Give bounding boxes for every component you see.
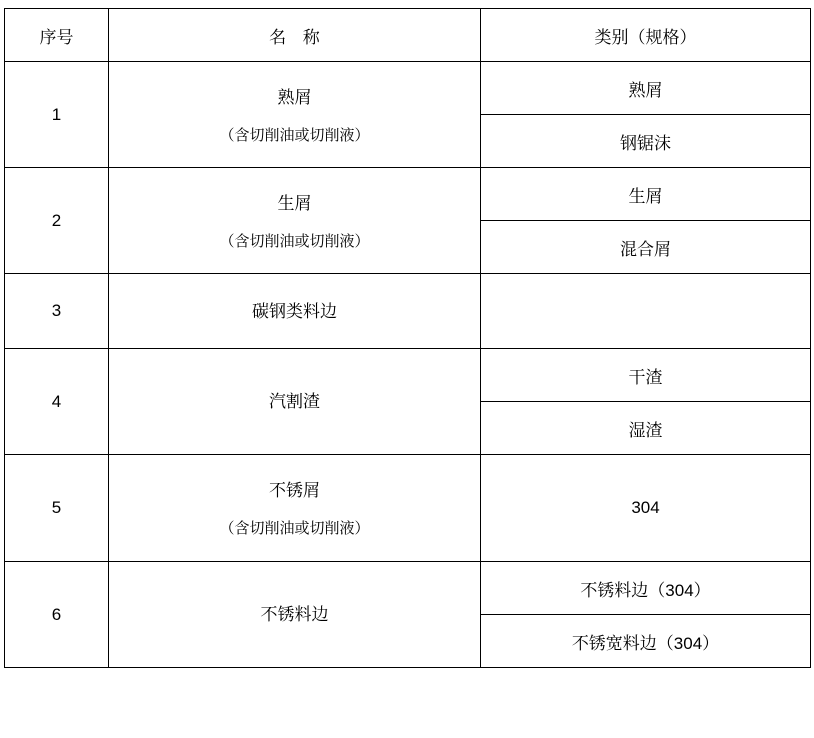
row-name [109,349,481,455]
row-index: 5 [5,455,109,562]
row-name-sub: （含切削油或切削液） [219,126,370,144]
header-category: 类别（规格） [481,9,811,62]
row-category [481,274,811,349]
row-name [109,562,481,668]
row-name [109,62,481,168]
row-name [109,274,481,349]
table-row [5,168,811,221]
row-name [109,455,481,562]
row-category: 钢锯沫 [481,115,811,168]
row-category: 干渣 [481,349,811,402]
row-index: 1 [5,62,109,168]
row-name-main: 熟屑 [277,87,312,107]
table-row [5,562,811,615]
row-index: 3 [5,274,109,349]
row-name-main: 碳钢类料边 [252,301,337,321]
row-index: 4 [5,349,109,455]
row-category: 湿渣 [481,402,811,455]
table-row [5,349,811,402]
document-page [0,8,814,738]
table-row [5,62,811,115]
row-name-main: 不锈屑 [269,481,320,500]
row-category: 不锈宽料边（304） [481,615,811,668]
material-spec-table [4,8,811,668]
header-name: 名 称 [109,9,481,62]
row-name-sub: （含切削油或切削液） [219,232,370,250]
row-name-sub: （含切削油或切削液） [219,520,370,537]
row-category: 生屑 [481,168,811,221]
row-name-main: 汽割渣 [269,392,320,411]
row-index: 6 [5,562,109,668]
row-index: 2 [5,168,109,274]
table-row [5,274,811,349]
table-header-row [5,9,811,62]
row-category: 熟屑 [481,62,811,115]
header-index: 序号 [5,9,109,62]
row-name-main: 生屑 [277,193,312,213]
row-name [109,168,481,274]
row-name-main: 不锈料边 [260,605,329,624]
table-row [5,455,811,562]
row-category: 不锈料边（304） [481,562,811,615]
row-category: 混合屑 [481,221,811,274]
row-category: 304 [481,455,811,562]
